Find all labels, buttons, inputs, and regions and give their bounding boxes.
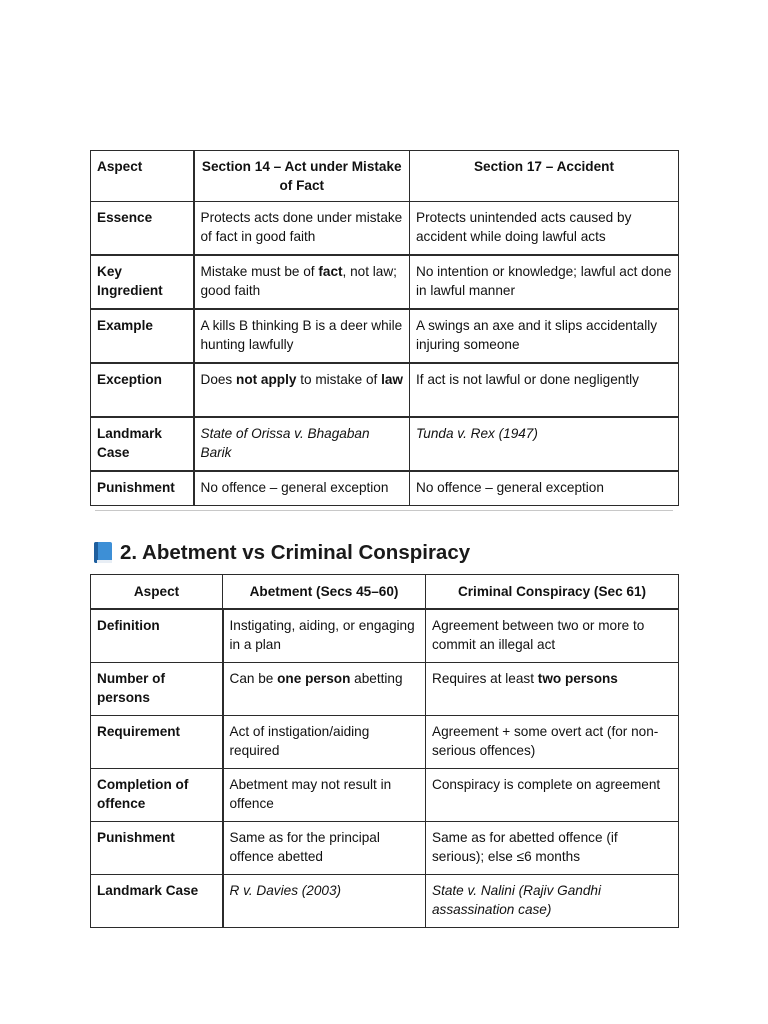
- table-row: [91, 769, 679, 822]
- cell-sec17: A swings an axe and it slips accidentally injuring someone: [410, 309, 679, 363]
- cell-conspiracy: Same as for abetted offence (if serious); else ≤6 months: [426, 822, 679, 875]
- table-row: [91, 417, 679, 471]
- cell-abetment: Same as for the principal offence abetted: [223, 822, 426, 875]
- section-heading: [92, 539, 470, 567]
- cell-conspiracy: State v. Nalini (Rajiv Gandhi assassination case): [426, 875, 679, 928]
- row-label: Punishment: [91, 822, 223, 875]
- row-label: Key Ingredient: [91, 255, 194, 309]
- table-header-row: [91, 151, 679, 202]
- cell-sec17: Tunda v. Rex (1947): [410, 417, 679, 471]
- section-title: 2. Abetment vs Criminal Conspiracy: [120, 541, 471, 564]
- row-label: Definition: [91, 609, 223, 663]
- table-row: [91, 255, 679, 309]
- row-label: Landmark Case: [91, 875, 223, 928]
- cell-abetment: Abetment may not result in offence: [223, 769, 426, 822]
- cell-conspiracy: Agreement + some overt act (for non-serious offences): [426, 716, 679, 769]
- table-row: [91, 609, 679, 663]
- table-row: [91, 663, 679, 716]
- abetment-vs-conspiracy-table: [90, 574, 679, 928]
- cell-conspiracy: Agreement between two or more to commit an illegal act: [426, 609, 679, 663]
- header-aspect: Aspect: [91, 151, 194, 202]
- row-label: Exception: [91, 363, 194, 417]
- table-header-row: [91, 575, 679, 610]
- cell-sec17: If act is not lawful or done negligently: [410, 363, 679, 417]
- cell-sec14: A kills B thinking B is a deer while hunting lawfully: [194, 309, 410, 363]
- header-conspiracy: Criminal Conspiracy (Sec 61): [426, 575, 679, 610]
- row-label: Requirement: [91, 716, 223, 769]
- row-label: Landmark Case: [91, 417, 194, 471]
- cell-abetment: Act of instigation/aiding required: [223, 716, 426, 769]
- table-row: [91, 363, 679, 417]
- cell-abetment: Can be one person abetting: [223, 663, 426, 716]
- table-row: [91, 471, 679, 506]
- mistake-vs-accident-table: [90, 150, 679, 506]
- cell-abetment: R v. Davies (2003): [223, 875, 426, 928]
- cell-abetment: Instigating, aiding, or engaging in a plan: [223, 609, 426, 663]
- cell-sec14: No offence – general exception: [194, 471, 410, 506]
- cell-sec14: Does not apply to mistake of law: [194, 363, 410, 417]
- table-row: [91, 822, 679, 875]
- cell-sec17: Protects unintended acts caused by accident while doing lawful acts: [410, 202, 679, 256]
- cell-sec14: Protects acts done under mistake of fact in good faith: [194, 202, 410, 256]
- cell-sec14: Mistake must be of fact, not law; good faith: [194, 255, 410, 309]
- table-row: [91, 309, 679, 363]
- cell-conspiracy: Conspiracy is complete on agreement: [426, 769, 679, 822]
- header-aspect: Aspect: [91, 575, 223, 610]
- cell-sec17: No offence – general exception: [410, 471, 679, 506]
- table-row: [91, 202, 679, 256]
- row-label: Example: [91, 309, 194, 363]
- row-label: Completion of offence: [91, 769, 223, 822]
- table-row: [91, 716, 679, 769]
- row-label: Punishment: [91, 471, 194, 506]
- table-row: [91, 875, 679, 928]
- cell-sec17: No intention or knowledge; lawful act done in lawful manner: [410, 255, 679, 309]
- cell-conspiracy: Requires at least two persons: [426, 663, 679, 716]
- section-divider: [95, 510, 673, 511]
- row-label: Number of persons: [91, 663, 223, 716]
- header-section-14: Section 14 – Act under Mistake of Fact: [194, 151, 410, 202]
- row-label: Essence: [91, 202, 194, 256]
- cell-sec14: State of Orissa v. Bhagaban Barik: [194, 417, 410, 471]
- header-abetment: Abetment (Secs 45–60): [223, 575, 426, 610]
- book-icon: [92, 541, 114, 565]
- header-section-17: Section 17 – Accident: [410, 151, 679, 202]
